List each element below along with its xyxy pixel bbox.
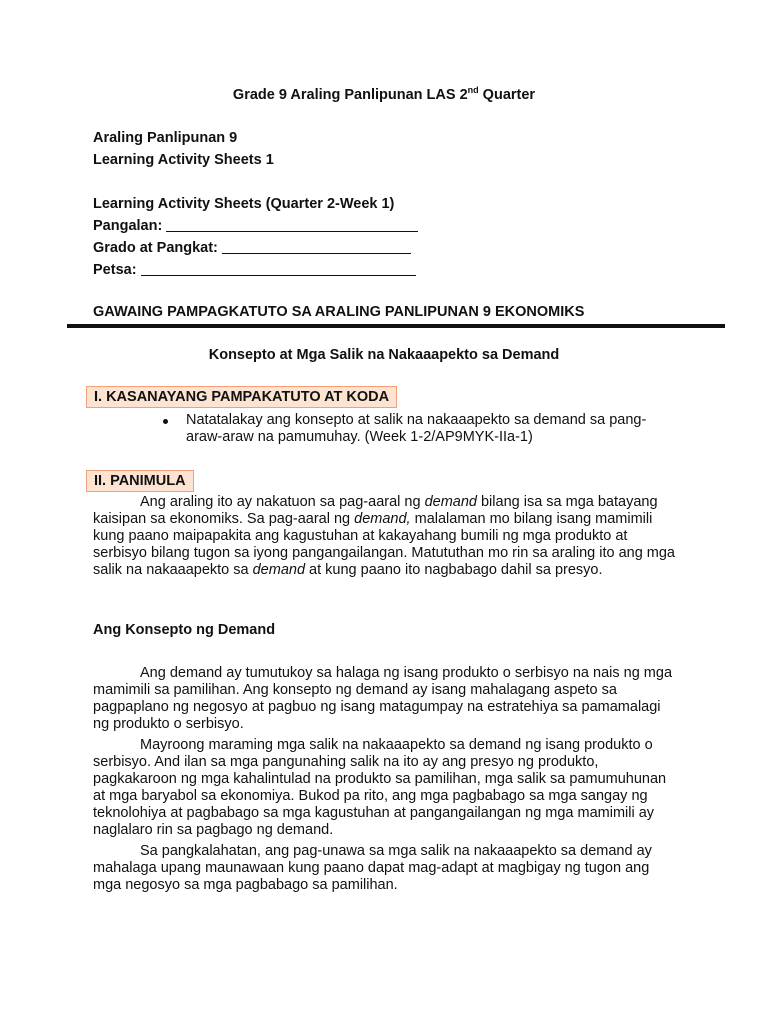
grado-blank[interactable] (222, 239, 411, 254)
competency-text: Natatalakay ang konsepto at salik na nakaaapekto sa demand sa pang-araw-araw na pamumuhay. (Week 1-2/AP9MYK-IIa-1) (186, 412, 647, 445)
title-text: Grade 9 Araling Panlipunan LAS 2 (232, 87, 468, 103)
field-petsa (93, 261, 416, 278)
concept-paragraph-1: Ang demand ay tumutukoy sa halaga ng isang produkto o serbisyo na nais ng mga mamimili sa pamilihan. Ang konsepto ng demand ay isang mahalagang aspeto sa pagpaplano ng negosyo at pagbuo ng isang matagumpay na estratehiya sa pamamalagi ng produkto o serbisyo. (93, 665, 673, 732)
concept-paragraph-2: Mayroong maraming mga salik na nakaaapekto sa demand ng isang produkto o serbisyo. And ilan sa mga pangunahing salik na ito ay ang presyo ng produkto, pagkakaroon ng mga kahalintulad na produkto sa pamilihan, mga salik sa pamumuhunan at mga baryabol sa ekonomiya. Bukod pa rito, ang mga pagbabago sa mga sangay ng teknolohiya at pagbabago sa mga kagustuhan at pangangailangan ng mga mamimili ay naglalaro rin sa pagbago ng demand. (93, 737, 667, 838)
demand-emphasis: demand, (354, 511, 411, 527)
panimula-paragraph: Ang araling ito ay nakatuon sa pag-aaral ng demand bilang isa sa mga batayang kaisipan sa ekonomiks. Sa pag-aaral ng demand, malalaman mo bilang isang mamimili kung paano maipapakita ang kagustuhan at kakayahang bumili ng mga produkto at serbisyo bilang tugon sa iyong pangangailangan. Matututhan mo rin sa araling ito ang mga salik na nakaaapekto sa demand at kung paano ito nagbabago dahil sa presyo. (93, 494, 675, 578)
horizontal-rule (67, 324, 725, 328)
concept-heading: Ang Konsepto ng Demand (93, 622, 276, 638)
subject-line: Araling Panlipunan 9 (93, 130, 238, 146)
concept-paragraph-3: Sa pangkalahatan, ang pag-unawa sa mga salik na nakaaapekto sa demand ay mahalaga upang maunawaan kung paano dapat mag-adapt at magbigay ng tugon ang mga negosyo sa mga pagbabago sa pamilihan. (93, 843, 652, 893)
banner-heading: GAWAING PAMPAGKATUTO SA ARALING PANLIPUNAN 9 EKONOMIKS (93, 304, 585, 320)
lesson-title: Konsepto at Mga Salik na Nakaaapekto sa Demand (208, 347, 560, 363)
document-title (0, 87, 768, 103)
section-heading-panimula: II. PANIMULA (86, 470, 194, 492)
field-label: Petsa: (93, 262, 137, 278)
bullet-dot-icon (163, 419, 168, 424)
petsa-blank[interactable] (141, 261, 416, 276)
title-superscript: nd (467, 85, 479, 95)
field-label: Grado at Pangkat: (93, 240, 218, 256)
field-pangalan (93, 217, 418, 234)
field-label: Pangalan: (93, 218, 163, 234)
section-heading-kasanayan: I. KASANAYANG PAMPAKATUTO AT KODA (86, 386, 397, 408)
pangalan-blank[interactable] (166, 217, 418, 232)
demand-emphasis: demand (252, 562, 306, 578)
sheet-line: Learning Activity Sheets 1 (93, 152, 274, 168)
week-line: Learning Activity Sheets (Quarter 2-Week 1) (93, 196, 395, 212)
demand-emphasis: demand (424, 494, 477, 510)
title-text-end: Quarter (478, 87, 536, 103)
field-grado (93, 239, 411, 256)
